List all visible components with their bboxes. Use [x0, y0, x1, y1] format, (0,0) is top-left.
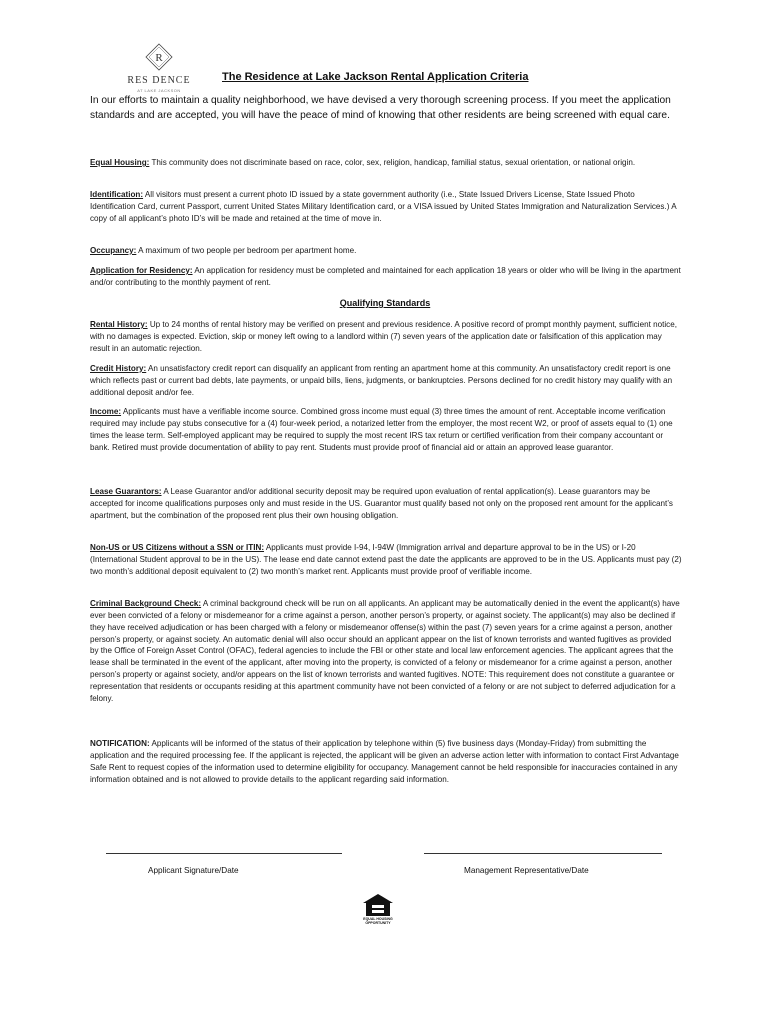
intro-paragraph: In our efforts to maintain a quality neighborhood, we have devised a very thorough screening process. If you meet the application standards and are accepted, you will have the peace of mind of knowing that other residents are being screened with equal care.	[90, 95, 671, 121]
identification-section	[90, 189, 682, 225]
logo-letter: R	[155, 52, 163, 64]
equal-housing-text: This community does not discriminate based on race, color, sex, religion, handicap, familial status, sexual orientation, or national origin.	[151, 158, 636, 167]
non-us-text: Applicants must provide I-94, I-94W (Immigration arrival and departure approval to be in the US) or I-20 (International Student approval to be in the US). The lease end date cannot extend past the date the applicants are approved to be in the US. Applicants must pay (2) two month’s additional deposit equivalent to (2) two month’s market rent. Applicants must provide proof of verifiable income.	[90, 543, 682, 576]
diamond-logo-icon	[124, 40, 194, 76]
lease-guarantors-section	[90, 486, 682, 522]
non-us-heading: Non-US or US Citizens without a SSN or ITIN:	[90, 543, 265, 552]
occupancy-text: A maximum of two people per bedroom per apartment home.	[138, 246, 357, 255]
applicant-signature-line[interactable]	[106, 853, 342, 854]
income-text: Applicants must have a verifiable income source. Combined gross income must equal (3) three times the amount of rent. Acceptable income verification required may include pay stubs consecutive for a (4) four-week period, a notarized letter from the employer, the most recent W2, or proof of assets equal to (1) one times the lease term. Self-employed applicant may be required to supply the most recent IRS tax return or certified verification from their company accountant or bank. Retired must provide documentation of ability to pay rent. Students must provide proof of financial aid or attain an approved lease guarantor.	[90, 407, 673, 452]
qualifying-standards-heading: Qualifying Standards	[339, 298, 431, 308]
income-section	[90, 406, 682, 453]
logo-subtitle: AT LAKE JACKSON	[137, 88, 181, 93]
rental-history-text: Up to 24 months of rental history may be verified on present and previous residence. A positive record of prompt monthly payment, sufficient notice, with no damages is expected. Eviction, skip or money left owing to a landlord within (7) seven years of the application date or falsification of this application may result in an automatic rejection.	[90, 320, 677, 353]
rental-history-heading: Rental History:	[90, 320, 148, 329]
equal-housing-heading: Equal Housing:	[90, 158, 150, 167]
management-signature-line[interactable]	[424, 853, 662, 854]
credit-history-text: An unsatisfactory credit report can disqualify an applicant from renting an apartment home at this community. An unsatisfactory credit report is one which reflects past or current bad debts, late payments, or unpaid bills, liens, judgments, or bankruptcies. Persons declined for no credit history may qualify with an additional deposit and/or fee.	[90, 364, 673, 397]
notification-section	[90, 738, 682, 785]
occupancy-heading: Occupancy:	[90, 246, 137, 255]
credit-history-heading: Credit History:	[90, 364, 147, 373]
notification-heading: NOTIFICATION:	[90, 739, 150, 748]
equal-housing-opportunity-logo	[361, 893, 395, 927]
management-signature-label: Management Representative/Date	[464, 866, 589, 875]
application-heading: Application for Residency:	[90, 266, 193, 275]
lease-guarantors-heading: Lease Guarantors:	[90, 487, 162, 496]
lease-guarantors-text: A Lease Guarantor and/or additional security deposit may be required upon evaluation of rental application(s). Lease guarantors may be accepted for income qualifications purposes only and must reside in the US. Guarantor must qualify based not only on the proposed rent amount for the applicant’s apartment, but the combination of the proposed rent plus their own housing obligation.	[90, 487, 673, 520]
identification-text: All visitors must present a current photo ID issued by a state government authority (i.e., State Issued Drivers License, State Issued Photo Identification Card, current Passport, current United States Military Identification card, or a VISA issued by United States Immigration and Naturalization Services.) A copy of all applicant’s photo ID’s will be made and retained at the time of move in.	[90, 190, 677, 223]
income-heading: Income:	[90, 407, 122, 416]
equal-housing-opportunity-text: EQUAL HOUSING OPPORTUNITY	[363, 917, 393, 925]
application-section	[90, 265, 682, 289]
document-title: The Residence at Lake Jackson Rental Application Criteria	[222, 71, 529, 83]
non-us-section	[90, 542, 682, 578]
occupancy-section	[90, 245, 682, 257]
criminal-background-section	[90, 598, 682, 705]
residence-logo	[124, 40, 194, 100]
application-text: An application for residency must be completed and maintained for each application 18 years or older who will be living in the apartment and/or contributing to the monthly payment of rent.	[90, 266, 681, 287]
credit-history-section	[90, 363, 682, 399]
logo-wordmark: RES DENCE	[127, 75, 191, 86]
notification-text: Applicants will be informed of the status of their application by telephone within (5) five business days (Monday-Friday) from submitting the application and the required processing fee. If the applicant is rejected, the applicant will be given an adverse action letter with information to contact First Advantage Safe Rent to request copies of the information used to determine eligibility for occupancy. Management cannot be held responsible for inaccuracies contained in any information obtained and is not allowed to provide details to the applicant regarding said information.	[90, 739, 679, 784]
equal-housing-opportunity-icon	[361, 893, 395, 917]
criminal-background-heading: Criminal Background Check:	[90, 599, 202, 608]
rental-history-section	[90, 319, 682, 355]
equal-housing-section	[90, 157, 682, 169]
applicant-signature-label: Applicant Signature/Date	[148, 866, 239, 875]
criminal-background-text: A criminal background check will be run on all applicants. An applicant may be automatically denied in the event the applicant(s) have ever been convicted of a felony or misdemeanor for a crime against a person, another person’s property, or against society. The applicant(s) may also be declined if they have received adjudication or has been charged with a felony or misdemeanor offense(s) within the past (7) seven years for a crime against a person, another person’s property, or against society. An automatic denial will also occur should an applicant appear on the list of known terrorists and wanted fugitives as provided by the Office of Foreign Asset Control (OFAC), federal agencies to include the FBI or other state and local law enforcement agencies. The applicant agrees that the lease shall be terminated in the event of the applicant, after moving into the property, is convicted of a felony or misdemeanor for a crime against a person, another person’s property or against society, and/or appears on the list of known terrorists and wanted fugitives. NOTE: This requirement does not constitute a guarantee or representation that residents or occupants residing at this apartment community have not been convicted of a felony or are not subject to deferred adjudication for a felony.	[90, 599, 680, 703]
identification-heading: Identification:	[90, 190, 144, 199]
